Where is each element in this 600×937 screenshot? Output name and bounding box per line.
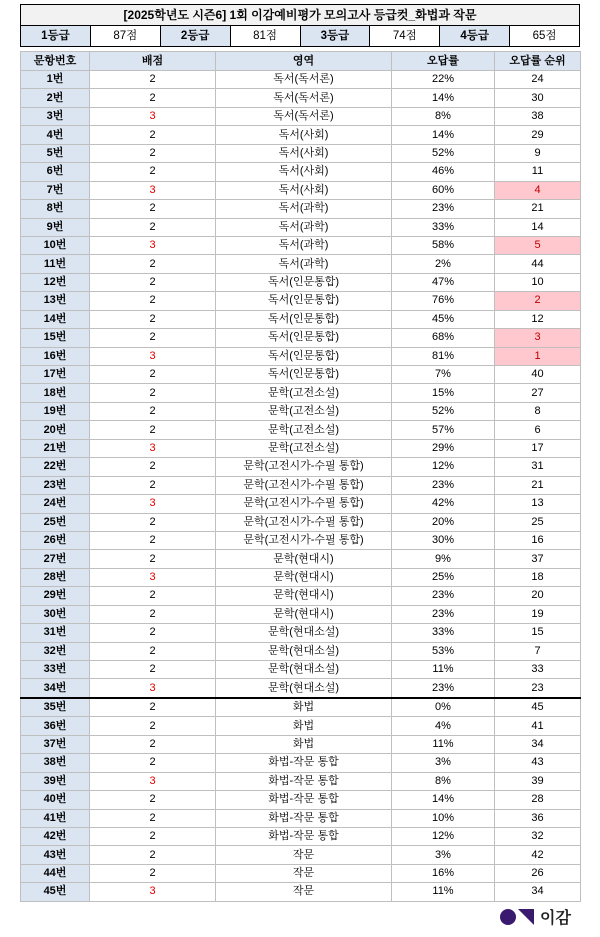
error-rate-cell: 15%	[392, 384, 495, 402]
error-rank-cell: 5	[495, 236, 581, 254]
question-number-cell: 20번	[21, 421, 90, 439]
question-number-cell: 27번	[21, 550, 90, 568]
error-rank-cell: 21	[495, 476, 581, 494]
area-cell: 문학(고전소설)	[216, 421, 392, 439]
area-cell: 독서(사회)	[216, 144, 392, 162]
error-rank-cell: 2	[495, 292, 581, 310]
table-row	[21, 329, 581, 347]
error-rate-cell: 52%	[392, 402, 495, 420]
points-cell: 2	[90, 218, 216, 236]
area-cell: 문학(현대소설)	[216, 624, 392, 642]
question-number-cell: 31번	[21, 624, 90, 642]
error-rate-cell: 29%	[392, 439, 495, 457]
table-row	[21, 144, 581, 162]
question-number-cell: 18번	[21, 384, 90, 402]
points-cell: 2	[90, 624, 216, 642]
error-rate-cell: 23%	[392, 476, 495, 494]
table-row	[21, 513, 581, 531]
logo-text: 이감	[540, 910, 571, 927]
question-number-cell: 2번	[21, 89, 90, 107]
question-number-cell: 17번	[21, 366, 90, 384]
points-cell: 2	[90, 827, 216, 845]
table-body	[21, 71, 581, 902]
area-cell: 문학(현대시)	[216, 587, 392, 605]
area-cell: 독서(인문통합)	[216, 366, 392, 384]
area-cell: 화법	[216, 698, 392, 717]
question-number-cell: 43번	[21, 846, 90, 864]
area-cell: 독서(과학)	[216, 200, 392, 218]
area-cell: 화법-작문 통합	[216, 809, 392, 827]
points-cell: 2	[90, 292, 216, 310]
question-number-cell: 6번	[21, 163, 90, 181]
area-cell: 화법-작문 통합	[216, 791, 392, 809]
points-cell: 2	[90, 255, 216, 273]
points-cell: 2	[90, 661, 216, 679]
error-rate-cell: 11%	[392, 883, 495, 901]
area-cell: 독서(과학)	[216, 255, 392, 273]
table-row	[21, 791, 581, 809]
error-rank-cell: 36	[495, 809, 581, 827]
points-cell: 3	[90, 181, 216, 199]
question-number-cell: 8번	[21, 200, 90, 218]
points-cell: 2	[90, 71, 216, 89]
area-cell: 화법-작문 통합	[216, 754, 392, 772]
area-cell: 독서(독서론)	[216, 107, 392, 125]
error-rate-cell: 46%	[392, 163, 495, 181]
header-question-number: 문항번호	[21, 52, 90, 71]
error-rank-cell: 34	[495, 883, 581, 901]
error-rank-cell: 11	[495, 163, 581, 181]
table-row	[21, 310, 581, 328]
error-rate-cell: 58%	[392, 236, 495, 254]
table-row	[21, 107, 581, 125]
question-number-cell: 32번	[21, 642, 90, 660]
question-number-cell: 12번	[21, 273, 90, 291]
question-number-cell: 4번	[21, 126, 90, 144]
points-cell: 2	[90, 476, 216, 494]
points-cell: 2	[90, 310, 216, 328]
error-rate-cell: 22%	[392, 71, 495, 89]
area-cell: 독서(인문통합)	[216, 292, 392, 310]
error-rank-cell: 39	[495, 772, 581, 790]
error-rate-cell: 23%	[392, 587, 495, 605]
table-row	[21, 347, 581, 365]
question-number-cell: 5번	[21, 144, 90, 162]
table-row	[21, 550, 581, 568]
error-rank-cell: 3	[495, 329, 581, 347]
error-rate-cell: 60%	[392, 181, 495, 199]
question-number-cell: 36번	[21, 717, 90, 735]
error-rank-cell: 13	[495, 495, 581, 513]
question-number-cell: 28번	[21, 568, 90, 586]
error-rank-cell: 28	[495, 791, 581, 809]
question-number-cell: 9번	[21, 218, 90, 236]
question-number-cell: 16번	[21, 347, 90, 365]
error-rate-cell: 3%	[392, 846, 495, 864]
table-row	[21, 273, 581, 291]
table-row	[21, 587, 581, 605]
error-rate-cell: 33%	[392, 218, 495, 236]
grade-cut-bar	[20, 25, 580, 47]
error-rank-cell: 9	[495, 144, 581, 162]
error-rank-cell: 41	[495, 717, 581, 735]
error-rank-cell: 30	[495, 89, 581, 107]
table-row	[21, 439, 581, 457]
points-cell: 2	[90, 402, 216, 420]
error-rate-cell: 20%	[392, 513, 495, 531]
points-cell: 2	[90, 550, 216, 568]
points-cell: 2	[90, 717, 216, 735]
error-rank-cell: 26	[495, 864, 581, 882]
points-cell: 2	[90, 513, 216, 531]
points-cell: 2	[90, 531, 216, 549]
grade-4-label: 4등급	[440, 26, 510, 46]
error-rank-cell: 44	[495, 255, 581, 273]
points-cell: 2	[90, 846, 216, 864]
error-rank-cell: 17	[495, 439, 581, 457]
table-row	[21, 218, 581, 236]
table-row	[21, 236, 581, 254]
error-rate-cell: 12%	[392, 458, 495, 476]
question-number-cell: 39번	[21, 772, 90, 790]
grade-2-label: 2등급	[161, 26, 231, 46]
error-rate-cell: 3%	[392, 754, 495, 772]
error-rate-cell: 8%	[392, 772, 495, 790]
grade-1-score: 87점	[91, 26, 161, 46]
area-cell: 독서(사회)	[216, 126, 392, 144]
igam-logo-icon	[500, 908, 536, 926]
error-rank-cell: 19	[495, 605, 581, 623]
header-points: 배점	[90, 52, 216, 71]
page-title: [2025학년도 시즌6] 1회 이감예비평가 모의고사 등급컷_화법과 작문	[20, 4, 580, 25]
area-cell: 독서(인문통합)	[216, 310, 392, 328]
points-cell: 2	[90, 809, 216, 827]
error-rate-cell: 9%	[392, 550, 495, 568]
points-cell: 2	[90, 329, 216, 347]
error-rate-cell: 8%	[392, 107, 495, 125]
question-number-cell: 38번	[21, 754, 90, 772]
table-row	[21, 809, 581, 827]
question-number-cell: 45번	[21, 883, 90, 901]
error-rate-cell: 16%	[392, 864, 495, 882]
report	[20, 4, 580, 902]
error-rank-cell: 8	[495, 402, 581, 420]
error-rate-cell: 11%	[392, 661, 495, 679]
area-cell: 작문	[216, 846, 392, 864]
error-rank-cell: 15	[495, 624, 581, 642]
question-number-cell: 24번	[21, 495, 90, 513]
error-rank-cell: 43	[495, 754, 581, 772]
table-row	[21, 642, 581, 660]
header-error-rank: 오답률 순위	[495, 52, 581, 71]
question-number-cell: 1번	[21, 71, 90, 89]
question-number-cell: 13번	[21, 292, 90, 310]
grade-3-score: 74점	[370, 26, 440, 46]
error-rank-cell: 16	[495, 531, 581, 549]
error-rate-cell: 76%	[392, 292, 495, 310]
question-number-cell: 3번	[21, 107, 90, 125]
area-cell: 문학(현대시)	[216, 605, 392, 623]
area-cell: 화법	[216, 717, 392, 735]
area-cell: 문학(고전시가-수필 통합)	[216, 531, 392, 549]
table-row	[21, 883, 581, 901]
table-row	[21, 679, 581, 698]
table-row	[21, 163, 581, 181]
area-cell: 독서(독서론)	[216, 89, 392, 107]
error-rank-cell: 12	[495, 310, 581, 328]
error-rate-cell: 23%	[392, 679, 495, 698]
question-number-cell: 26번	[21, 531, 90, 549]
question-number-cell: 30번	[21, 605, 90, 623]
table-row	[21, 366, 581, 384]
points-cell: 2	[90, 89, 216, 107]
area-cell: 작문	[216, 883, 392, 901]
points-cell: 3	[90, 439, 216, 457]
points-cell: 3	[90, 679, 216, 698]
table-row	[21, 531, 581, 549]
error-rank-cell: 45	[495, 698, 581, 717]
error-rank-cell: 14	[495, 218, 581, 236]
error-rate-cell: 68%	[392, 329, 495, 347]
table-row	[21, 735, 581, 753]
area-cell: 독서(과학)	[216, 218, 392, 236]
error-rank-cell: 10	[495, 273, 581, 291]
table-row	[21, 605, 581, 623]
points-cell: 3	[90, 568, 216, 586]
table-row	[21, 717, 581, 735]
area-cell: 문학(고전소설)	[216, 384, 392, 402]
grade-2-score: 81점	[231, 26, 301, 46]
points-cell: 2	[90, 735, 216, 753]
error-rate-cell: 2%	[392, 255, 495, 273]
area-cell: 문학(고전시가-수필 통합)	[216, 458, 392, 476]
table-row	[21, 624, 581, 642]
error-rate-cell: 42%	[392, 495, 495, 513]
area-cell: 독서(인문통합)	[216, 329, 392, 347]
area-cell: 문학(고전시가-수필 통합)	[216, 513, 392, 531]
error-rate-cell: 14%	[392, 89, 495, 107]
error-rate-cell: 23%	[392, 200, 495, 218]
error-rank-cell: 34	[495, 735, 581, 753]
points-cell: 3	[90, 772, 216, 790]
error-rank-cell: 27	[495, 384, 581, 402]
error-rate-cell: 81%	[392, 347, 495, 365]
question-number-cell: 15번	[21, 329, 90, 347]
error-rate-cell: 52%	[392, 144, 495, 162]
area-cell: 독서(사회)	[216, 181, 392, 199]
question-number-cell: 34번	[21, 679, 90, 698]
error-rank-cell: 37	[495, 550, 581, 568]
error-rate-cell: 45%	[392, 310, 495, 328]
points-cell: 2	[90, 384, 216, 402]
question-number-cell: 42번	[21, 827, 90, 845]
points-cell: 2	[90, 754, 216, 772]
error-rank-cell: 40	[495, 366, 581, 384]
error-rank-cell: 24	[495, 71, 581, 89]
table-row	[21, 661, 581, 679]
header-area: 영역	[216, 52, 392, 71]
igam-logo	[500, 905, 571, 928]
error-rate-cell: 47%	[392, 273, 495, 291]
error-rate-cell: 25%	[392, 568, 495, 586]
error-rank-cell: 42	[495, 846, 581, 864]
table-row	[21, 89, 581, 107]
table-row	[21, 476, 581, 494]
area-cell: 독서(인문통합)	[216, 347, 392, 365]
error-rate-cell: 14%	[392, 791, 495, 809]
area-cell: 문학(현대시)	[216, 568, 392, 586]
points-cell: 2	[90, 200, 216, 218]
points-cell: 3	[90, 236, 216, 254]
question-number-cell: 14번	[21, 310, 90, 328]
error-rank-cell: 29	[495, 126, 581, 144]
table-row	[21, 698, 581, 717]
error-rank-cell: 31	[495, 458, 581, 476]
points-cell: 2	[90, 458, 216, 476]
points-cell: 2	[90, 642, 216, 660]
table-row	[21, 421, 581, 439]
area-cell: 작문	[216, 864, 392, 882]
points-cell: 2	[90, 126, 216, 144]
area-cell: 독서(사회)	[216, 163, 392, 181]
question-number-cell: 33번	[21, 661, 90, 679]
question-number-cell: 19번	[21, 402, 90, 420]
question-number-cell: 35번	[21, 698, 90, 717]
error-rate-cell: 30%	[392, 531, 495, 549]
area-cell: 독서(인문통합)	[216, 273, 392, 291]
table-row	[21, 568, 581, 586]
area-cell: 화법-작문 통합	[216, 772, 392, 790]
question-number-cell: 25번	[21, 513, 90, 531]
error-rank-cell: 23	[495, 679, 581, 698]
points-cell: 2	[90, 587, 216, 605]
grade-3-label: 3등급	[301, 26, 371, 46]
error-rate-cell: 14%	[392, 126, 495, 144]
table-row	[21, 754, 581, 772]
table-row	[21, 200, 581, 218]
question-number-cell: 37번	[21, 735, 90, 753]
error-rank-cell: 4	[495, 181, 581, 199]
question-number-cell: 22번	[21, 458, 90, 476]
points-cell: 2	[90, 698, 216, 717]
error-rate-cell: 33%	[392, 624, 495, 642]
error-rank-cell: 7	[495, 642, 581, 660]
area-cell: 문학(고전소설)	[216, 402, 392, 420]
error-rate-cell: 57%	[392, 421, 495, 439]
area-cell: 문학(현대소설)	[216, 642, 392, 660]
error-rank-cell: 18	[495, 568, 581, 586]
error-rank-cell: 20	[495, 587, 581, 605]
question-number-cell: 41번	[21, 809, 90, 827]
table-row	[21, 846, 581, 864]
area-cell: 화법-작문 통합	[216, 827, 392, 845]
error-rank-cell: 32	[495, 827, 581, 845]
area-cell: 문학(고전시가-수필 통합)	[216, 476, 392, 494]
table-row	[21, 772, 581, 790]
table-row	[21, 458, 581, 476]
question-number-cell: 10번	[21, 236, 90, 254]
error-rate-cell: 10%	[392, 809, 495, 827]
header-error-rate: 오답률	[392, 52, 495, 71]
points-cell: 2	[90, 791, 216, 809]
area-cell: 문학(고전소설)	[216, 439, 392, 457]
question-number-cell: 29번	[21, 587, 90, 605]
error-rank-cell: 25	[495, 513, 581, 531]
table-row	[21, 402, 581, 420]
error-rate-cell: 4%	[392, 717, 495, 735]
table-row	[21, 864, 581, 882]
error-rate-cell: 0%	[392, 698, 495, 717]
table-row	[21, 292, 581, 310]
error-rank-cell: 38	[495, 107, 581, 125]
points-cell: 2	[90, 864, 216, 882]
error-rank-cell: 1	[495, 347, 581, 365]
error-rate-cell: 11%	[392, 735, 495, 753]
table-row	[21, 126, 581, 144]
table-row	[21, 827, 581, 845]
table-row	[21, 255, 581, 273]
error-rank-cell: 6	[495, 421, 581, 439]
error-rank-cell: 21	[495, 200, 581, 218]
area-cell: 독서(과학)	[216, 236, 392, 254]
question-number-cell: 11번	[21, 255, 90, 273]
points-cell: 3	[90, 107, 216, 125]
area-cell: 문학(현대시)	[216, 550, 392, 568]
grade-1-label: 1등급	[21, 26, 91, 46]
error-rate-cell: 12%	[392, 827, 495, 845]
grade-4-score: 65점	[532, 30, 557, 42]
table-row	[21, 495, 581, 513]
points-cell: 2	[90, 421, 216, 439]
points-cell: 2	[90, 144, 216, 162]
question-number-cell: 23번	[21, 476, 90, 494]
area-cell: 독서(독서론)	[216, 71, 392, 89]
error-rank-cell: 33	[495, 661, 581, 679]
table-row	[21, 71, 581, 89]
area-cell: 문학(고전시가-수필 통합)	[216, 495, 392, 513]
points-cell: 3	[90, 883, 216, 901]
points-cell: 3	[90, 495, 216, 513]
error-rate-cell: 53%	[392, 642, 495, 660]
points-cell: 2	[90, 163, 216, 181]
question-number-cell: 40번	[21, 791, 90, 809]
question-number-cell: 21번	[21, 439, 90, 457]
error-rate-cell: 23%	[392, 605, 495, 623]
area-cell: 문학(현대소설)	[216, 679, 392, 698]
points-cell: 3	[90, 347, 216, 365]
points-cell: 2	[90, 605, 216, 623]
question-number-cell: 44번	[21, 864, 90, 882]
error-rate-cell: 7%	[392, 366, 495, 384]
table-row	[21, 384, 581, 402]
table-header-row	[21, 52, 581, 71]
question-number-cell: 7번	[21, 181, 90, 199]
error-rate-table	[20, 51, 581, 902]
area-cell: 문학(현대소설)	[216, 661, 392, 679]
points-cell: 2	[90, 273, 216, 291]
points-cell: 2	[90, 366, 216, 384]
table-row	[21, 181, 581, 199]
area-cell: 화법	[216, 735, 392, 753]
